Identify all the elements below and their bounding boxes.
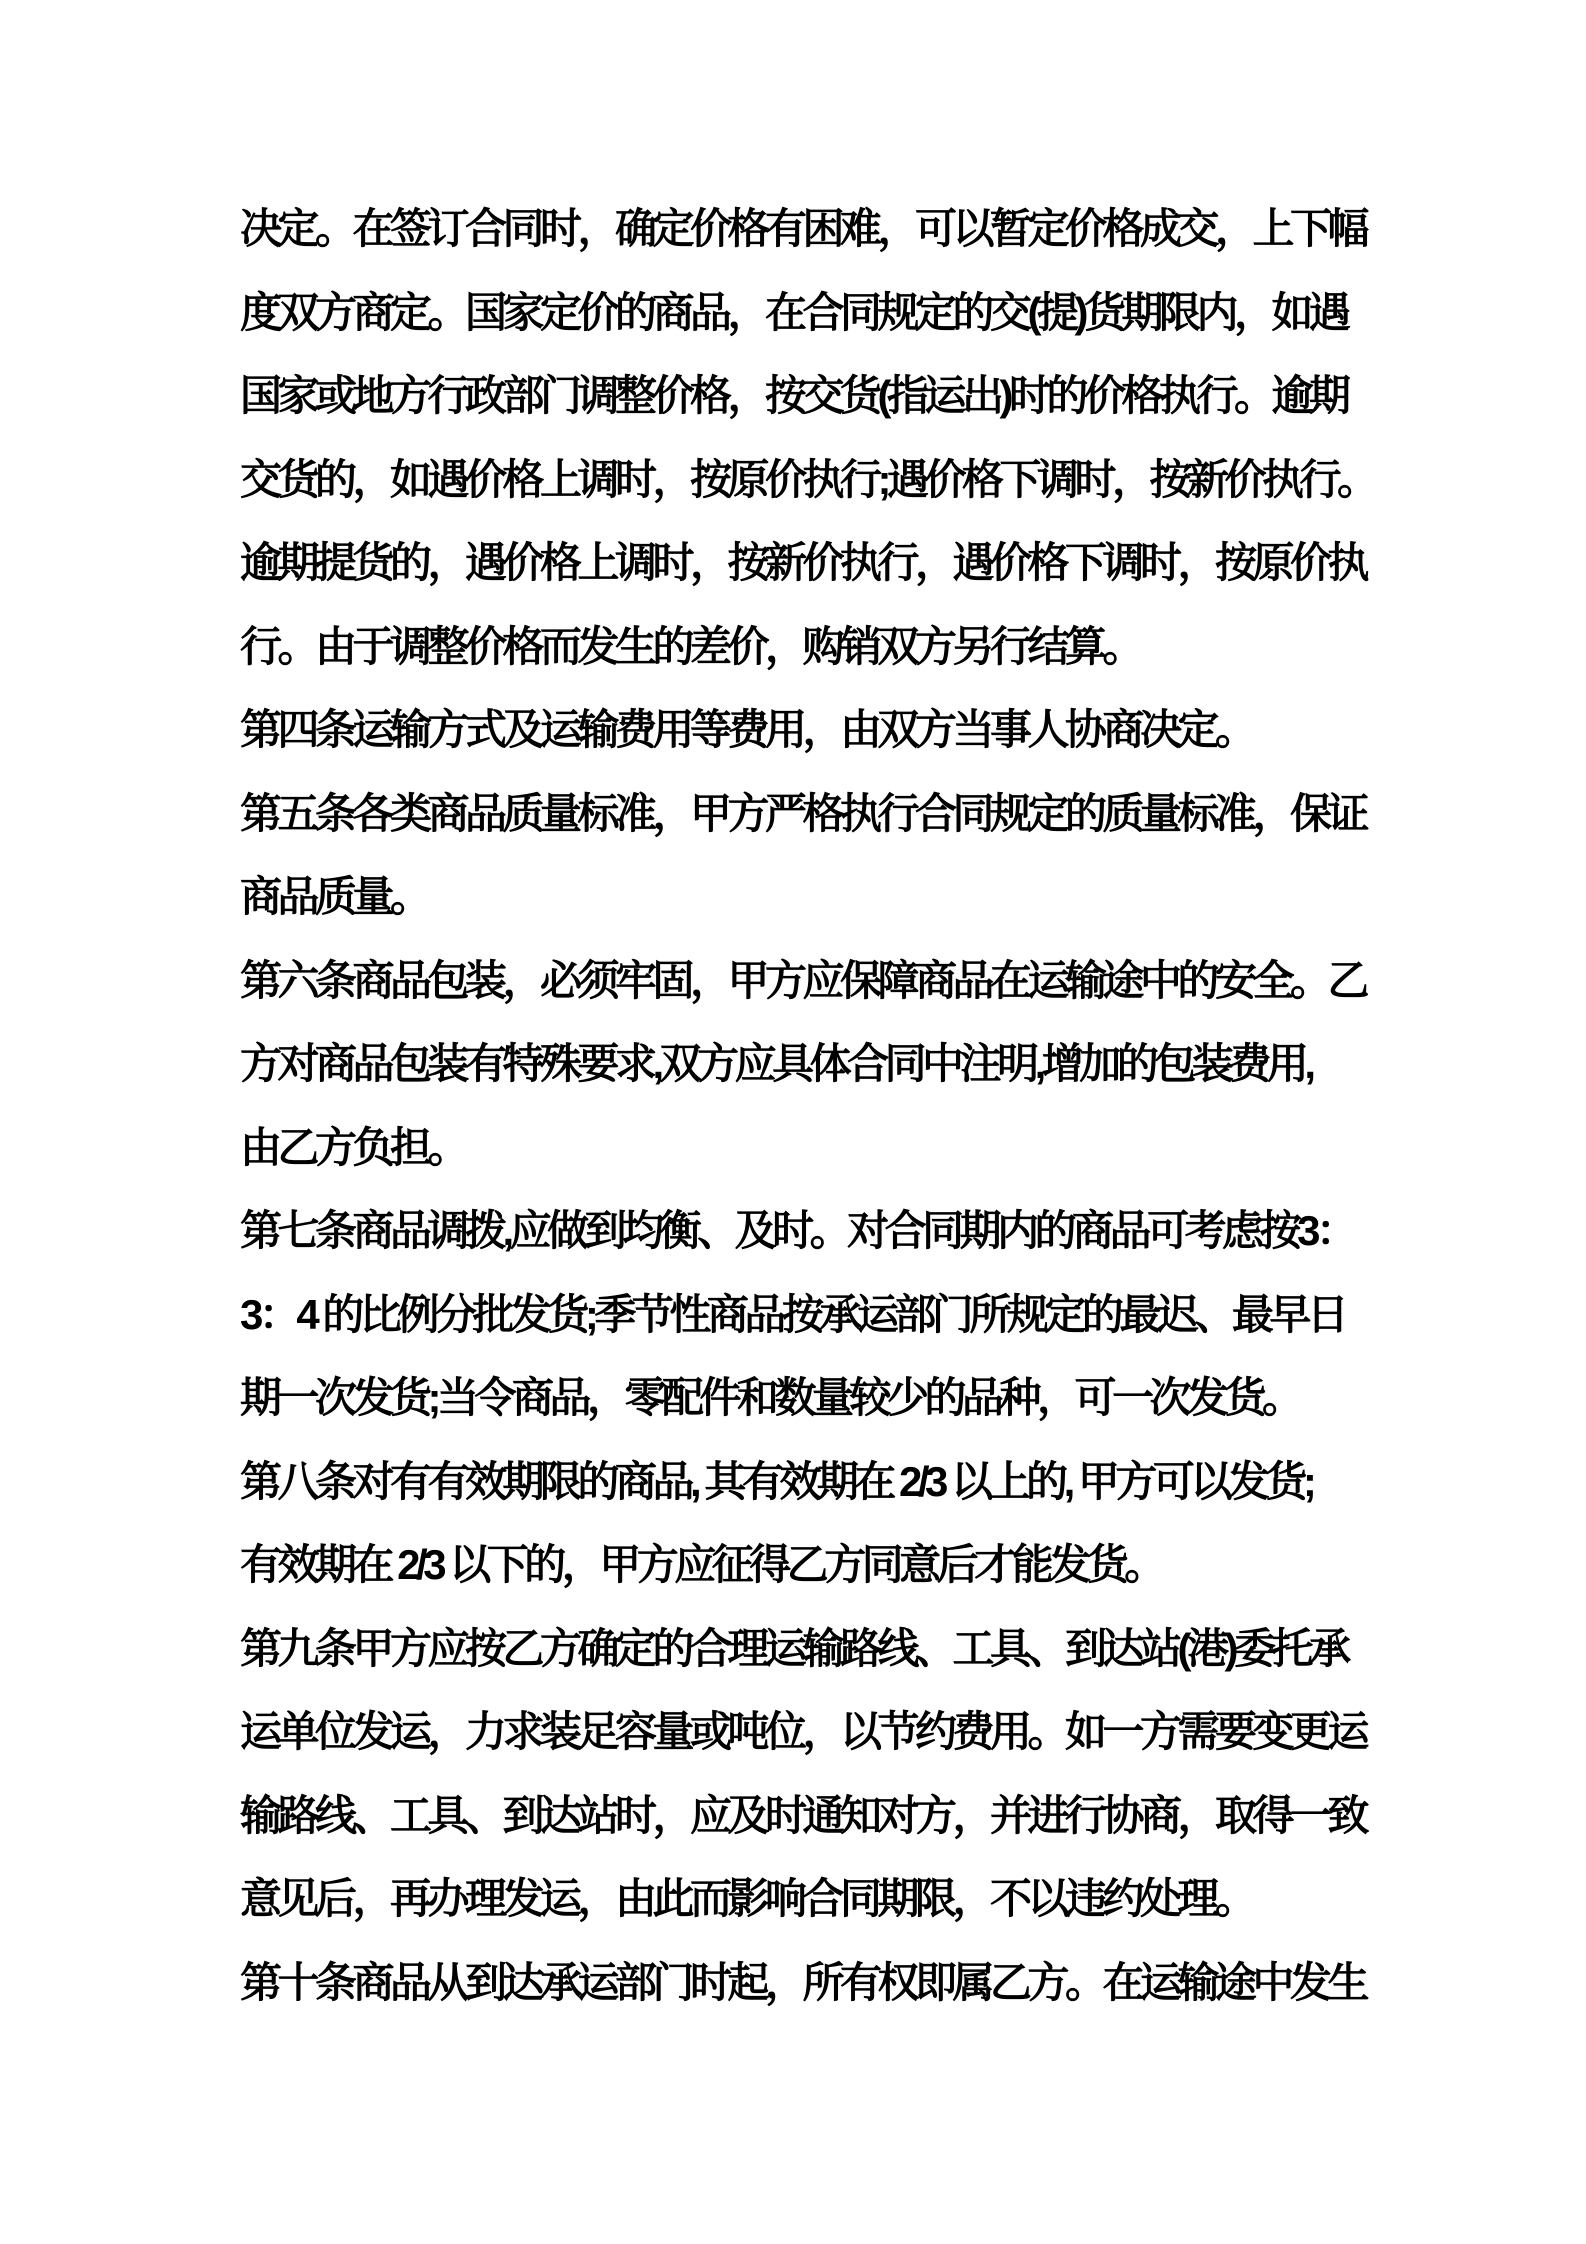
- text-line: 商品质量。: [240, 873, 428, 920]
- text-line: 有效期在 2/3 以下的，甲方应征得乙方同意后才能发货。: [240, 1541, 1162, 1588]
- text-line: 决定。在签订合同时，确定价格有困难，可以暂定价格成交，上下幅: [240, 205, 1366, 252]
- text-line-clause-4: 第四条运输方式及运输费用等费用，由双方当事人协商决定。: [240, 706, 1253, 753]
- text-line-clause-10: 第十条商品从到达承运部门时起，所有权即属乙方。在运输途中发生: [240, 1958, 1366, 2006]
- text-line: 意见后，再办理发运，由此而影响合同期限，不以违约处理。: [240, 1875, 1253, 1922]
- text-line: 输路线、工具、到达站时，应及时通知对方，并进行协商，取得一致: [240, 1791, 1366, 1839]
- text-line-clause-8: 第八条对有有效期限的商品, 其有效期在 2/3 以上的, 甲方可以发货;: [240, 1457, 1313, 1505]
- text-line-clause-5: 第五条各类商品质量标准，甲方严格执行合同规定的质量标准，保证: [240, 789, 1366, 837]
- text-line-clause-7: 第七条商品调拨,应做到均衡、及时。对合同期内的商品可考虑按3：: [240, 1207, 1354, 1254]
- text-line: 行。由于调整价格而发生的差价，购销双方另行结算。: [240, 622, 1141, 670]
- text-line: 3：4 的比例分批发货;季节性商品按承运部门所规定的最迟、最早日: [240, 1290, 1345, 1338]
- text-line: 逾期提货的，遇价格上调时，按新价执行，遇价格下调时，按原价执: [240, 539, 1366, 586]
- text-line: 由乙方负担。: [240, 1123, 466, 1171]
- contract-text-block: [240, 187, 1375, 2024]
- text-line: 期一次发货;当令商品，零配件和数量较少的品种，可一次发货。: [240, 1374, 1300, 1421]
- text-line: 运单位发运，力求装足容量或吨位，以节约费用。如一方需要变更运: [240, 1708, 1366, 1755]
- text-line: 方对商品包装有特殊要求,双方应具体合同中注明,增加的包装费用,: [240, 1040, 1312, 1087]
- text-line-clause-9: 第九条甲方应按乙方确定的合理运输路线、工具、到达站(港)委托承: [240, 1624, 1347, 1672]
- text-line: 度双方商定。国家定价的商品，在合同规定的交(提)货期限内，如遇: [240, 288, 1347, 336]
- text-line: 国家或地方行政部门调整价格，按交货(指运出)时的价格执行。逾期: [240, 372, 1347, 419]
- text-line: 交货的，如遇价格上调时，按原价执行;遇价格下调时，按新价执行。: [240, 455, 1375, 503]
- text-line-clause-6: 第六条商品包装，必须牢固，甲方应保障商品在运输途中的安全。乙: [240, 956, 1366, 1004]
